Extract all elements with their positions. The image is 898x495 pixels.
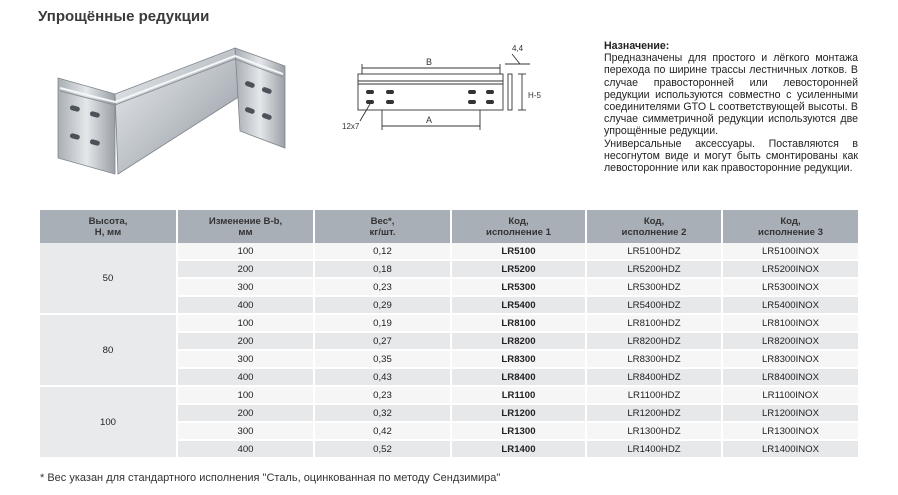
description-heading: Назначение: [604, 40, 670, 52]
table-row: 100 100 0,23 LR1100 LR1100HDZ LR1100INOX [40, 386, 858, 404]
header-height: Высота, H, мм [40, 210, 177, 243]
table-header-row [40, 210, 858, 243]
header-width-change: Изменение B-b, мм [177, 210, 314, 243]
table-row: 400 0,52 LR1400 LR1400HDZ LR1400INOX [40, 440, 858, 458]
height-cell: 100 [40, 386, 177, 458]
header-code-3: Код, исполнение 3 [722, 210, 858, 243]
thickness-label: 4,4 [512, 44, 524, 53]
hole-size-label: 12x7 [342, 122, 360, 131]
table-row: 300 0,42 LR1300 LR1300HDZ LR1300INOX [40, 422, 858, 440]
table-row: 80 100 0,19 LR8100 LR8100HDZ LR8100INOX [40, 314, 858, 332]
description [604, 40, 858, 174]
dimension-a-label: A [426, 115, 433, 125]
technical-drawing [340, 36, 570, 141]
description-paragraph-1: Предназначены для простого и лёгкого монтажа перехода по ширине трассы лестничных лотков. В случае правосторонней или левосторонней редукции используются совместно с усиленными соединителями GTO L соответствующей высоты. В случае симметричной редукции используются две упрощённые редукции. [604, 52, 858, 138]
dimension-h-label: H-5 [528, 91, 541, 100]
spec-table [40, 210, 858, 459]
header-weight: Вес*, кг/шт. [314, 210, 451, 243]
header-code-1: Код, исполнение 1 [451, 210, 586, 243]
description-paragraph-2: Универсальные аксессуары. Поставляются в несогнутом виде и могут быть смонтированы как левосторонние или как правосторонние редукции. [604, 137, 858, 175]
table-row: 200 0,32 LR1200 LR1200HDZ LR1200INOX [40, 404, 858, 422]
footnote: * Вес указан для стандартного исполнения "Сталь, оцинкованная по методу Сендзимира" [40, 472, 501, 484]
table-row: 50 100 0,12 LR5100 LR5100HDZ LR5100INOX [40, 243, 858, 260]
table-row: 200 0,18 LR5200 LR5200HDZ LR5200INOX [40, 260, 858, 278]
page-title: Упрощённые редукции [38, 8, 210, 25]
height-cell: 50 [40, 243, 177, 314]
header-code-2: Код, исполнение 2 [586, 210, 722, 243]
table-row: 300 0,35 LR8300 LR8300HDZ LR8300INOX [40, 350, 858, 368]
height-cell: 80 [40, 314, 177, 386]
dimension-b-label: B [426, 57, 433, 67]
table-row: 200 0,27 LR8200 LR8200HDZ LR8200INOX [40, 332, 858, 350]
table-row: 400 0,29 LR5400 LR5400HDZ LR5400INOX [40, 296, 858, 314]
table-row: 300 0,23 LR5300 LR5300HDZ LR5300INOX [40, 278, 858, 296]
product-photo [40, 36, 295, 206]
table-row: 400 0,43 LR8400 LR8400HDZ LR8400INOX [40, 368, 858, 386]
